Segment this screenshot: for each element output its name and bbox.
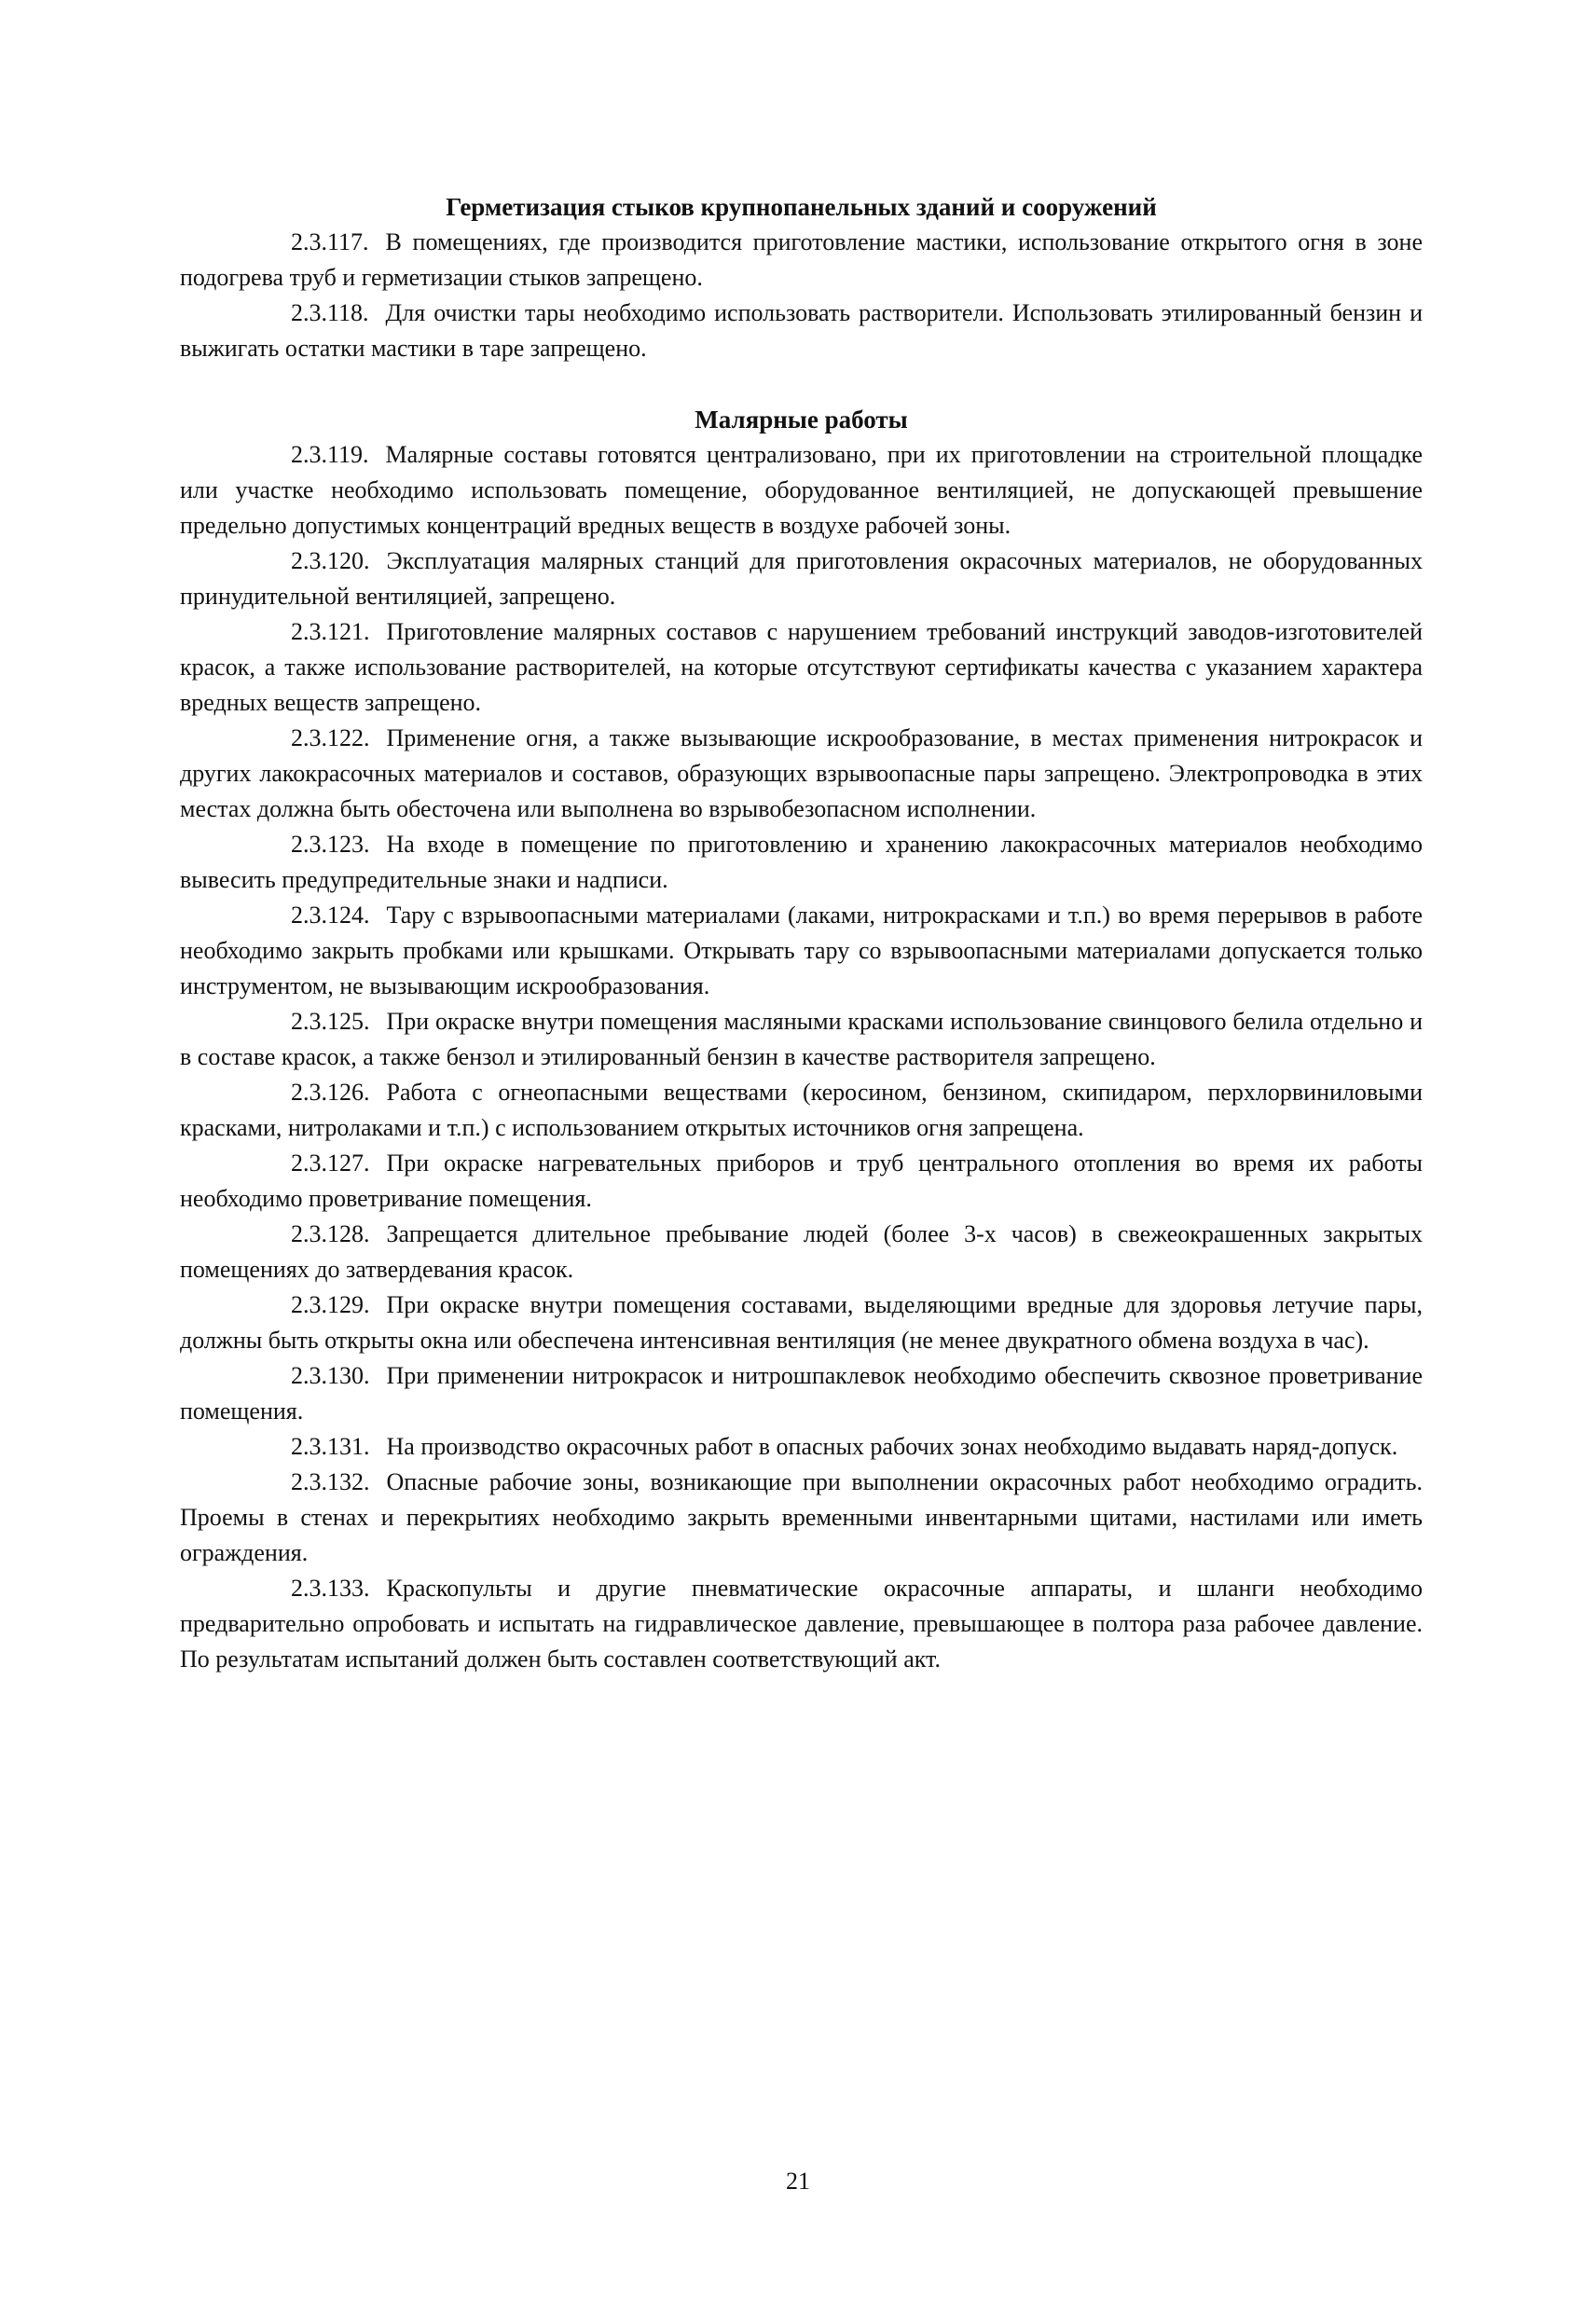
clause-2-3-123 bbox=[180, 827, 1423, 898]
clause-text: Тару с взрывоопасными материалами (лаками, нитрокрасками и т.п.) во время перерывов в работе необходимо закрыть пробками или крышками. Открывать тару со взрывоопасными материалами допускается только инструментом, не вызывающим искрообразования. bbox=[180, 902, 1423, 999]
clause-number: 2.3.132. bbox=[291, 1468, 370, 1495]
page-number: 21 bbox=[786, 2168, 810, 2195]
clause-number: 2.3.124. bbox=[291, 902, 370, 929]
clause-text: На производство окрасочных работ в опасных рабочих зонах необходимо выдавать наряд-допуск. bbox=[386, 1433, 1398, 1460]
clause-number: 2.3.130. bbox=[291, 1362, 370, 1389]
clause-text: Опасные рабочие зоны, возникающие при выполнении окрасочных работ необходимо оградить. Проемы в стенах и перекрытиях необходимо закрыть временными инвентарными щитами, настилами или иметь ограждения. bbox=[180, 1468, 1423, 1566]
clause-number: 2.3.118. bbox=[291, 299, 369, 326]
clause-text: Работа с огнеопасными веществами (керосином, бензином, скипидаром, перхлорвиниловыми красками, нитролаками и т.п.) с использованием открытых источников огня запрещена. bbox=[180, 1079, 1423, 1141]
clause-number: 2.3.122. bbox=[291, 724, 370, 751]
clause-text: Эксплуатация малярных станций для приготовления окрасочных материалов, не оборудованных принудительной вентиляцией, запрещено. bbox=[180, 547, 1423, 610]
clause-2-3-130 bbox=[180, 1358, 1423, 1429]
clause-number: 2.3.131. bbox=[291, 1433, 370, 1460]
clause-number: 2.3.120. bbox=[291, 547, 370, 574]
clause-2-3-124 bbox=[180, 898, 1423, 1004]
clause-2-3-117 bbox=[180, 225, 1423, 296]
clause-text: Краскопульты и другие пневматические окрасочные аппараты, и шланги необходимо предварительно опробовать и испытать на гидравлическое давление, превышающее в полтора раза рабочее давление. По результатам испытаний должен быть составлен соответствующий акт. bbox=[180, 1575, 1423, 1673]
clause-text: В помещениях, где производится приготовление мастики, использование открытого огня в зоне подогрева труб и герметизации стыков запрещено. bbox=[180, 228, 1423, 291]
clause-2-3-125 bbox=[180, 1004, 1423, 1075]
clause-2-3-126 bbox=[180, 1075, 1423, 1146]
clause-2-3-121 bbox=[180, 614, 1423, 721]
clause-number: 2.3.125. bbox=[291, 1008, 370, 1035]
clause-number: 2.3.129. bbox=[291, 1291, 370, 1318]
clause-number: 2.3.133. bbox=[291, 1575, 370, 1602]
clause-2-3-132 bbox=[180, 1465, 1423, 1571]
page-content bbox=[180, 189, 1423, 1677]
clause-2-3-122 bbox=[180, 721, 1423, 827]
clause-text: При окраске нагревательных приборов и труб центрального отопления во время их работы необходимо проветривание помещения. bbox=[180, 1150, 1423, 1212]
clause-number: 2.3.117. bbox=[291, 228, 369, 255]
clause-text: Малярные составы готовятся централизовано, при их приготовлении на строительной площадке или участке необходимо использовать помещение, оборудованное вентиляцией, не допускающей превышение предельно допустимых концентраций вредных веществ в воздухе рабочей зоны. bbox=[180, 441, 1423, 539]
clause-2-3-119 bbox=[180, 437, 1423, 544]
clause-number: 2.3.123. bbox=[291, 831, 370, 858]
clause-number: 2.3.127. bbox=[291, 1150, 370, 1177]
section-heading-sealing: Герметизация стыков крупнопанельных зданий и сооружений bbox=[446, 193, 1157, 221]
clause-number: 2.3.119. bbox=[291, 441, 369, 468]
clause-text: Для очистки тары необходимо использовать растворители. Использовать этилированный бензин и выжигать остатки мастики в таре запрещено. bbox=[180, 299, 1423, 362]
clause-2-3-131 bbox=[180, 1429, 1423, 1465]
clause-2-3-118 bbox=[180, 296, 1423, 366]
clause-2-3-133 bbox=[180, 1571, 1423, 1677]
clause-number: 2.3.121. bbox=[291, 618, 370, 645]
clause-text: При применении нитрокрасок и нитрошпаклевок необходимо обеспечить сквозное проветривание помещения. bbox=[180, 1362, 1423, 1425]
clause-text: Приготовление малярных составов с нарушением требований инструкций заводов-изготовителей красок, а также использование растворителей, на которые отсутствуют сертификаты качества с указанием характера вредных веществ запрещено. bbox=[180, 618, 1423, 716]
clause-2-3-129 bbox=[180, 1287, 1423, 1358]
clause-text: Запрещается длительное пребывание людей (более 3-х часов) в свежеокрашенных закрытых помещениях до затвердевания красок. bbox=[180, 1220, 1423, 1283]
clause-number: 2.3.128. bbox=[291, 1220, 370, 1247]
clause-text: На входе в помещение по приготовлению и хранению лакокрасочных материалов необходимо вывесить предупредительные знаки и надписи. bbox=[180, 831, 1423, 893]
clause-text: Применение огня, а также вызывающие искрообразование, в местах применения нитрокрасок и других лакокрасочных материалов и составов, образующих взрывоопасные пары запрещено. Электропроводка в этих местах должна быть обесточена или выполнена во взрывобезопасном исполнении. bbox=[180, 724, 1423, 822]
clause-2-3-120 bbox=[180, 544, 1423, 614]
clause-text: При окраске внутри помещения составами, выделяющими вредные для здоровья летучие пары, должны быть открыты окна или обеспечена интенсивная вентиляция (не менее двукратного обмена воздуха в час). bbox=[180, 1291, 1423, 1354]
clause-2-3-128 bbox=[180, 1217, 1423, 1287]
clause-2-3-127 bbox=[180, 1146, 1423, 1217]
clause-text: При окраске внутри помещения масляными красками использование свинцового белила отдельно и в составе красок, а также бензол и этилированный бензин в качестве растворителя запрещено. bbox=[180, 1008, 1423, 1070]
clause-number: 2.3.126. bbox=[291, 1079, 370, 1106]
section-heading-painting: Малярные работы bbox=[695, 406, 908, 434]
